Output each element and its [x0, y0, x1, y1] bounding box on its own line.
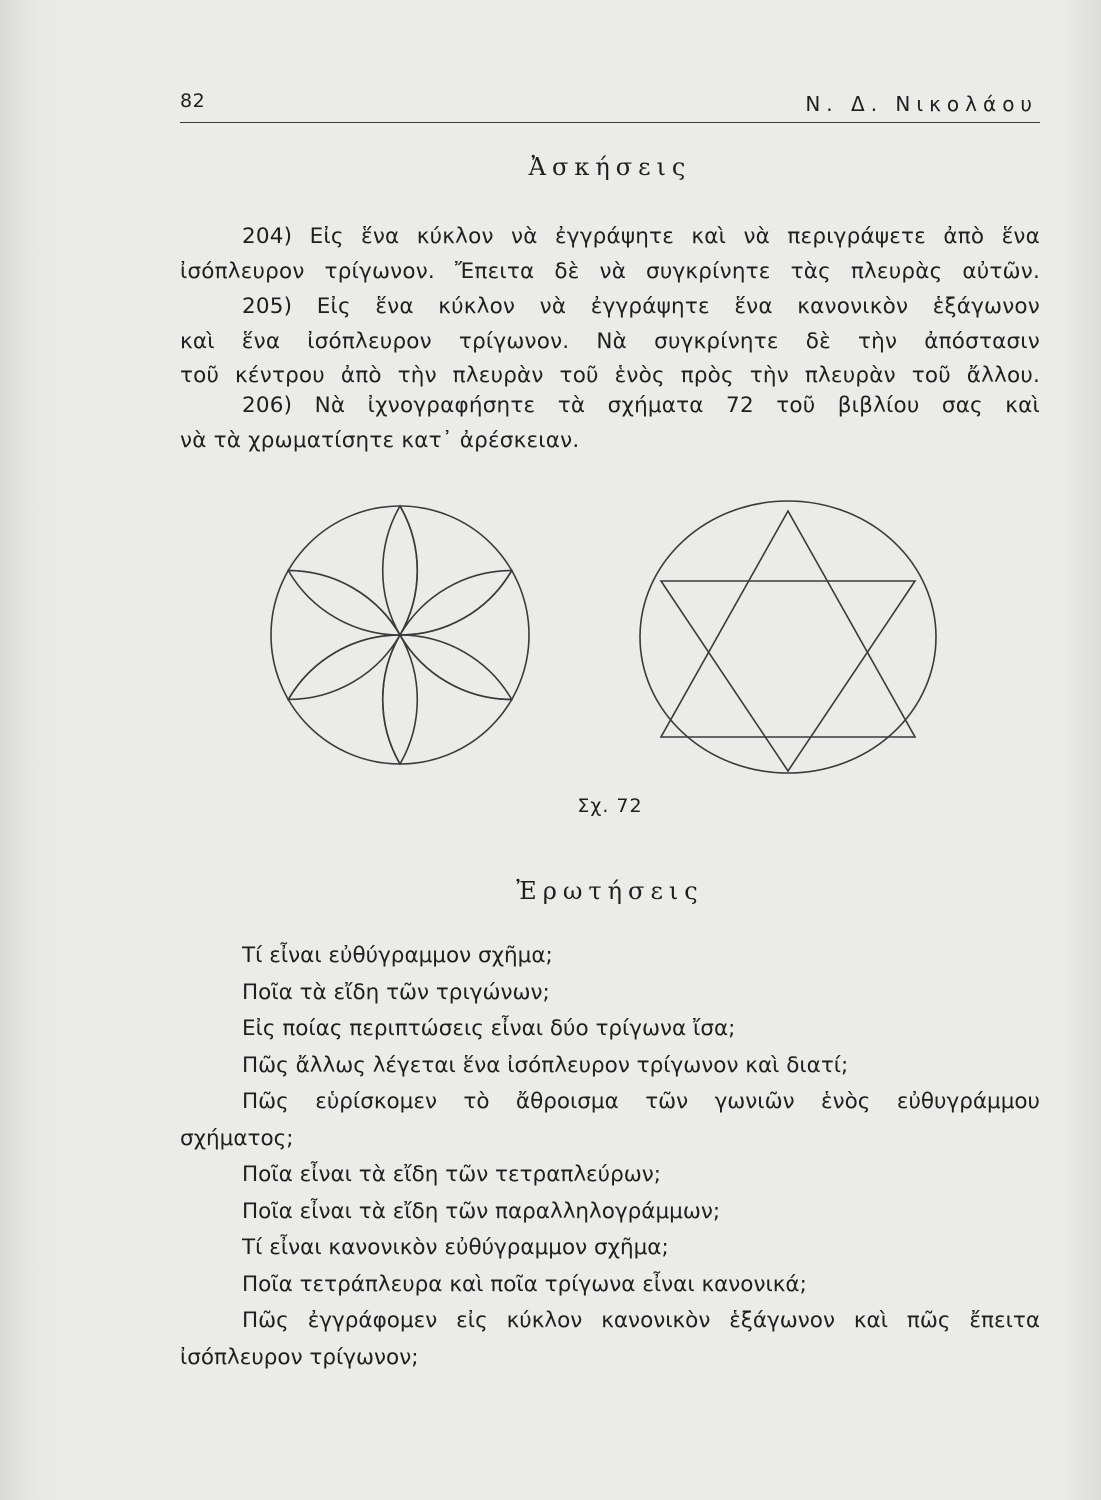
exercise-line: νὰ τὰ χρωματίσητε κατ᾽ ἀρέσκειαν.: [180, 427, 580, 453]
hexagram-outer-circle: [640, 501, 936, 773]
exercise-line: τοῦ κέντρου ἀπὸ τὴν πλευρὰν τοῦ ἑνὸς πρὸς τὴν πλευρὰν τοῦ ἄλλου.: [180, 363, 1040, 388]
question-line: σχήματος;: [180, 1125, 294, 1151]
question-line: Τί εἶναι κανονικὸν εὐθύγραμμον σχῆμα;: [242, 1235, 669, 1260]
running-header: [180, 88, 1040, 123]
question-item: [180, 1084, 1040, 1157]
question-line: Πῶς ἐγγράφομεν εἰς κύκλον κανονικὸν ἑξάγωνον καὶ πῶς ἔπειτα: [242, 1308, 1040, 1333]
exercise-line: 205) Εἰς ἕνα κύκλον νὰ ἐγγράψητε ἕνα κανονικὸν ἑξάγωνον: [242, 294, 1040, 319]
page-number: 82: [180, 90, 206, 112]
question-line: Ποῖα τετράπλευρα καὶ ποῖα τρίγωνα εἶναι κανονικά;: [242, 1271, 807, 1297]
question-item: [180, 1194, 1040, 1231]
question-line: ἰσόπλευρον τρίγωνον;: [180, 1344, 419, 1370]
questions-list: [180, 938, 1040, 1376]
question-item: [180, 1267, 1040, 1304]
figure-72: [250, 500, 950, 790]
question-line: Εἰς ποίας περιπτώσεις εἶναι δύο τρίγωνα ἴσα;: [242, 1016, 736, 1041]
rosette-petal-arc: [288, 571, 400, 700]
rosette-petal-arc: [400, 571, 512, 700]
exercise-line: 206) Νὰ ἰχνογραφήσητε τὰ σχήματα 72 τοῦ βιβλίου σας καὶ: [242, 393, 1040, 418]
author-name: Ν. Δ. Νικολάου: [805, 92, 1038, 116]
question-item: [180, 1011, 1040, 1048]
question-item: [180, 1048, 1040, 1085]
exercise-206: [180, 389, 1040, 458]
exercises-title: Ἀσκήσεις: [528, 153, 692, 181]
rosette-petal-arc: [288, 506, 417, 635]
question-item: [180, 975, 1040, 1012]
question-line: Πῶς εὑρίσκομεν τὸ ἄθροισμα τῶν γωνιῶν ἑνὸς εὐθυγράμμου: [242, 1089, 1040, 1114]
hexagram-figure: [640, 501, 936, 773]
hexagram-triangle-down: [661, 581, 915, 771]
question-item: [180, 938, 1040, 975]
rosette-petal-arc: [383, 635, 512, 764]
figure-caption: Σχ. 72: [577, 795, 643, 817]
rosette-figure: [271, 506, 529, 764]
question-line: Ποῖα εἶναι τὰ εἴδη τῶν τετραπλεύρων;: [242, 1162, 662, 1187]
rosette-petal-arc: [400, 506, 512, 635]
question-item: [180, 1230, 1040, 1267]
question-line: Πῶς ἄλλως λέγεται ἕνα ἰσόπλευρον τρίγωνον καὶ διατί;: [242, 1052, 849, 1078]
exercise-line: καὶ ἕνα ἰσόπλευρον τρίγωνον. Νὰ συγκρίνητε δὲ τὴν ἀπόστασιν: [180, 328, 1040, 354]
questions-title: Ἐρωτήσεις: [516, 877, 704, 905]
exercise-205: [180, 290, 1040, 394]
hexagram-triangle-up: [661, 511, 915, 737]
exercise-line: 204) Εἰς ἕνα κύκλον νὰ ἐγγράψητε καὶ νὰ περιγράψετε ἀπὸ ἕνα: [242, 224, 1040, 249]
exercise-line: ἰσόπλευρον τρίγωνον. Ἔπειτα δὲ νὰ συγκρίνητε τὰς πλευρὰς αὐτῶν.: [180, 258, 1040, 284]
exercise-204: [180, 220, 1040, 289]
question-item: [180, 1303, 1040, 1376]
question-item: [180, 1157, 1040, 1194]
question-line: Ποῖα τὰ εἴδη τῶν τριγώνων;: [242, 979, 550, 1005]
question-line: Ποῖα εἶναι τὰ εἴδη τῶν παραλληλογράμμων;: [242, 1198, 721, 1224]
question-line: Τί εἶναι εὐθύγραμμον σχῆμα;: [242, 943, 553, 968]
rosette-petals: [288, 506, 511, 764]
